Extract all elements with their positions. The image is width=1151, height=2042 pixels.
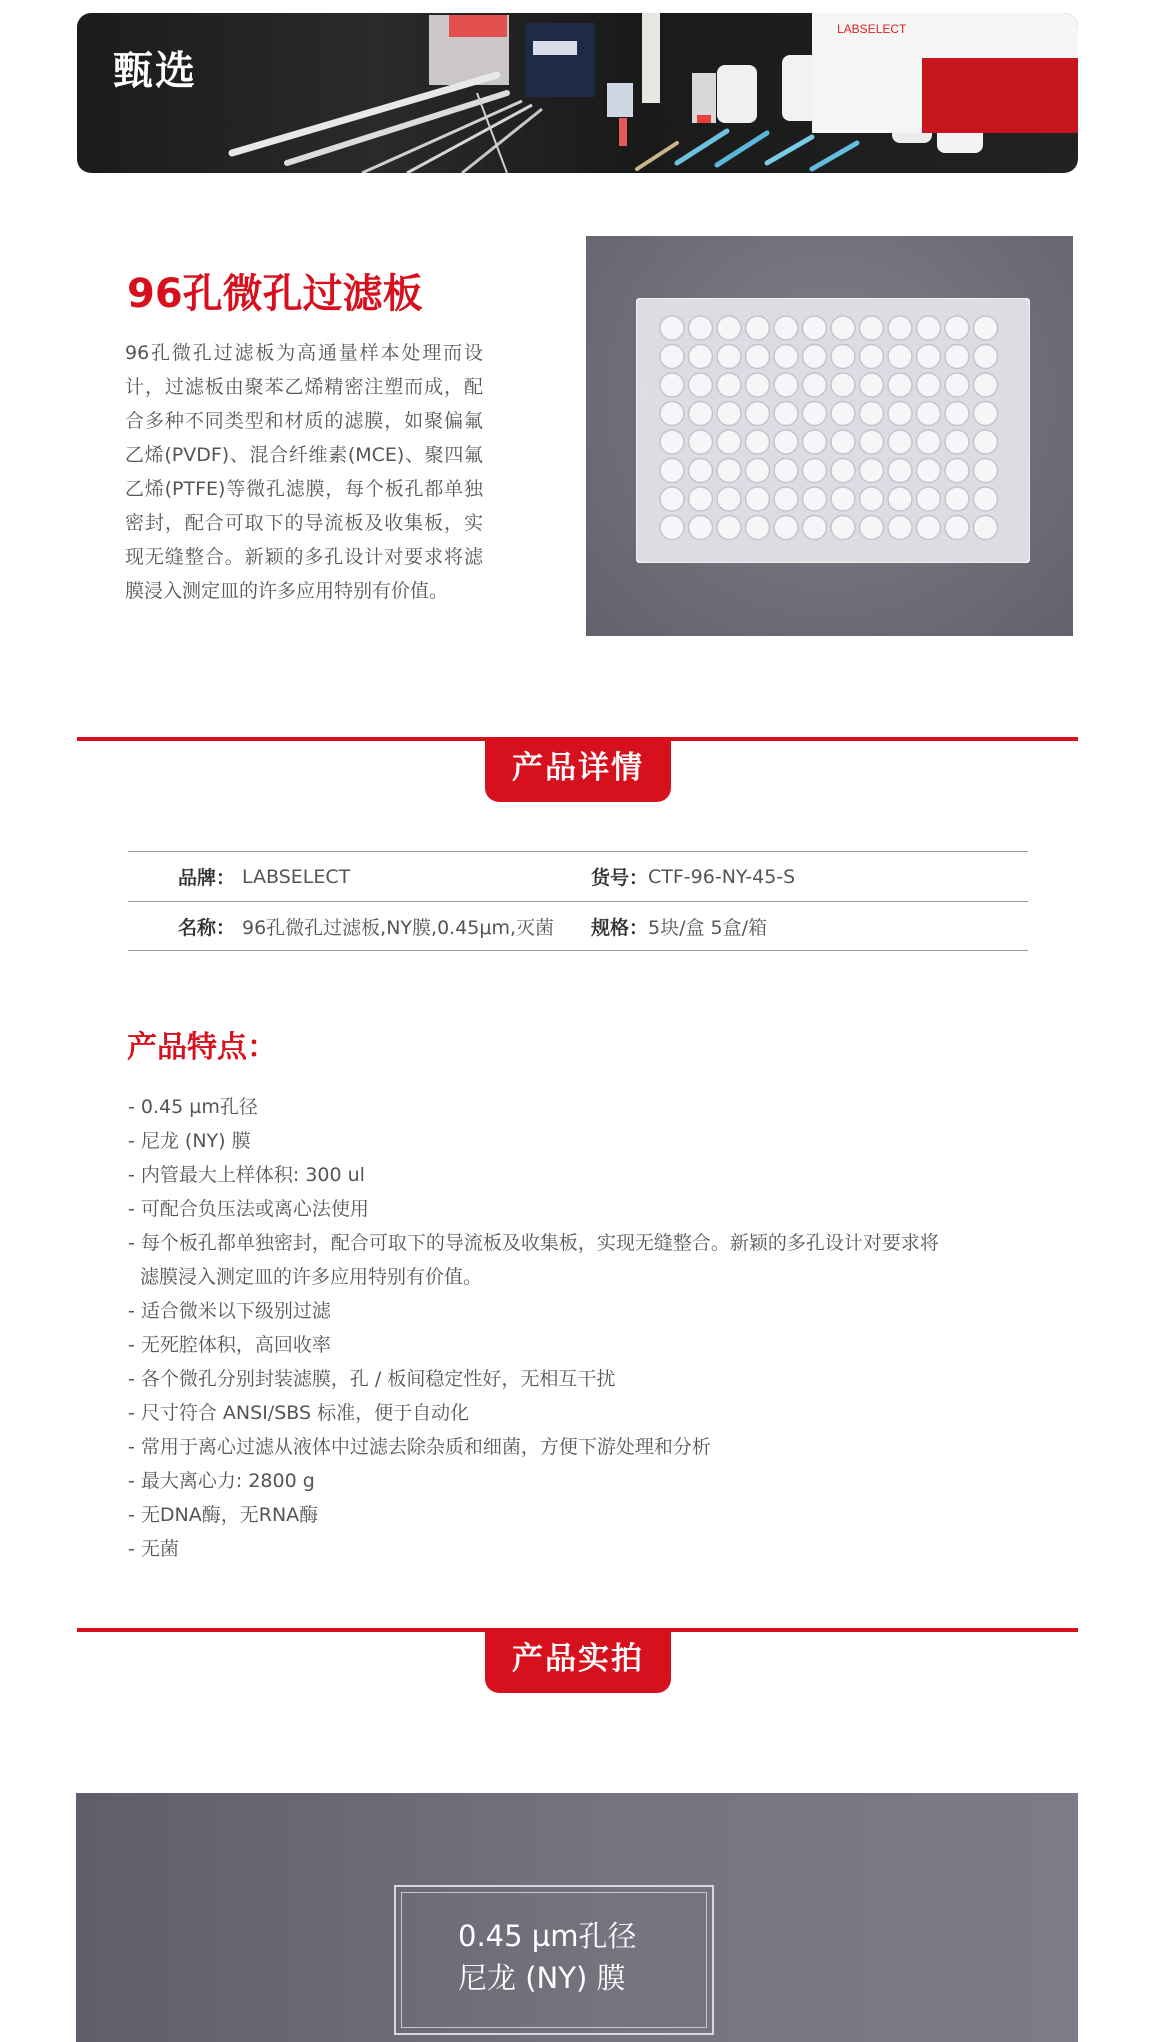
product-title: 96孔微孔过滤板	[127, 271, 423, 317]
plate-well	[774, 345, 798, 369]
plate-well	[888, 487, 912, 511]
brand-logo-text: 甄选	[113, 48, 197, 94]
plate-well	[774, 402, 798, 426]
plate-well	[917, 459, 941, 483]
plate-well	[860, 373, 884, 397]
plate-well	[917, 487, 941, 511]
plate-well	[945, 516, 969, 540]
plate-well	[746, 345, 770, 369]
plate-well	[717, 316, 741, 340]
plate-well	[945, 430, 969, 454]
plate-well	[945, 345, 969, 369]
plate-well	[888, 345, 912, 369]
plate-well	[689, 459, 713, 483]
plate-well	[974, 430, 998, 454]
caption-line-pore-size: 0.45 µm孔径	[458, 1919, 637, 1953]
plate-well	[860, 402, 884, 426]
spec-value: 5块/盒 5盒/箱	[648, 916, 768, 939]
feature-item: - 最大离心力: 2800 g	[128, 1470, 315, 1492]
filter-plate-image	[636, 298, 1030, 563]
plate-well	[660, 316, 684, 340]
plate-well	[831, 487, 855, 511]
plate-well	[689, 345, 713, 369]
plate-well	[860, 430, 884, 454]
sku-value: CTF-96-NY-45-S	[648, 865, 796, 888]
plate-well	[888, 316, 912, 340]
plate-well	[746, 487, 770, 511]
feature-item: - 无菌	[128, 1538, 179, 1560]
plate-well	[974, 402, 998, 426]
plate-well	[746, 516, 770, 540]
plate-well	[774, 459, 798, 483]
plate-well	[803, 345, 827, 369]
plate-well	[660, 402, 684, 426]
plate-well	[888, 459, 912, 483]
plate-well	[717, 345, 741, 369]
plate-well	[860, 345, 884, 369]
caption-frame	[394, 1885, 714, 2035]
plate-well	[917, 430, 941, 454]
product-photo	[586, 236, 1073, 636]
plate-well	[774, 516, 798, 540]
plate-well	[660, 345, 684, 369]
table-row	[128, 901, 1028, 951]
feature-item: - 内管最大上样体积: 300 ul	[128, 1164, 365, 1186]
plate-well	[831, 402, 855, 426]
plate-well	[774, 430, 798, 454]
brand-label: 品牌：	[178, 867, 236, 889]
plate-well	[888, 373, 912, 397]
section-title-photos: 产品实拍	[485, 1629, 671, 1693]
plate-well	[945, 459, 969, 483]
plate-well	[831, 316, 855, 340]
plate-well	[831, 459, 855, 483]
name-value: 96孔微孔过滤板,NY膜,0.45μm,灭菌	[242, 916, 555, 939]
plate-well	[746, 373, 770, 397]
plate-well	[689, 373, 713, 397]
name-label: 名称：	[178, 916, 236, 939]
plate-well	[803, 316, 827, 340]
plate-well	[689, 516, 713, 540]
feature-item: - 每个板孔都单独密封，配合可取下的导流板及收集板，实现无缝整合。新颖的多孔设计对要求将滤膜浸入测定皿的许多应用特别有价值。	[128, 1232, 939, 1288]
plate-well	[689, 402, 713, 426]
plate-well	[746, 430, 770, 454]
plate-well	[831, 430, 855, 454]
plate-well	[917, 373, 941, 397]
plate-well	[974, 459, 998, 483]
plate-well	[917, 345, 941, 369]
plate-well	[660, 373, 684, 397]
plate-well	[774, 487, 798, 511]
plate-well	[974, 487, 998, 511]
feature-item: - 尼龙 (NY) 膜	[128, 1130, 251, 1152]
plate-well	[831, 516, 855, 540]
plate-well	[803, 516, 827, 540]
plate-well	[660, 487, 684, 511]
plate-well	[888, 402, 912, 426]
plate-well	[689, 487, 713, 511]
plate-well	[717, 459, 741, 483]
top-banner	[77, 13, 1078, 173]
plate-well	[860, 316, 884, 340]
plate-well	[974, 373, 998, 397]
feature-item: - 0.45 µm孔径	[128, 1096, 258, 1118]
feature-item: - 常用于离心过滤从液体中过滤去除杂质和细菌，方便下游处理和分析	[128, 1436, 711, 1458]
plate-well	[660, 459, 684, 483]
feature-item: - 各个微孔分别封装滤膜，孔 / 板间稳定性好，无相互干扰	[128, 1368, 616, 1390]
sku-label: 货号：	[590, 867, 648, 889]
plate-well	[803, 402, 827, 426]
plate-well	[803, 373, 827, 397]
plate-well	[717, 402, 741, 426]
plate-well	[888, 430, 912, 454]
caption-line-membrane: 尼龙 (NY) 膜	[458, 1961, 626, 1995]
features-list	[128, 1090, 948, 1566]
brand-value: LABSELECT	[242, 865, 351, 888]
plate-well	[746, 316, 770, 340]
features-title: 产品特点：	[127, 1030, 277, 1065]
plate-well	[917, 516, 941, 540]
plate-well	[831, 373, 855, 397]
feature-item: - 适合微米以下级别过滤	[128, 1300, 331, 1322]
plate-well	[803, 487, 827, 511]
plate-well	[746, 402, 770, 426]
plate-well	[888, 516, 912, 540]
feature-item: - 尺寸符合 ANSI/SBS 标准，便于自动化	[128, 1402, 470, 1424]
plate-well	[945, 402, 969, 426]
plate-well	[974, 345, 998, 369]
plate-well	[803, 459, 827, 483]
product-description: 96孔微孔过滤板为高通量样本处理而设计，过滤板由聚苯乙烯精密注塑而成，配合多种不同类型和材质的滤膜，如聚偏氟乙烯(PVDF)、混合纤维素(MCE)、聚四氟乙烯(PTFE)等微孔滤膜，每个板孔都单独密封，配合可取下的导流板及收集板，实现无缝整合。新颖的多孔设计对要求将滤膜浸入测定皿的许多应用特别有价值。	[125, 342, 483, 602]
plate-well	[945, 373, 969, 397]
plate-well	[717, 430, 741, 454]
plate-well	[774, 373, 798, 397]
plate-well	[660, 430, 684, 454]
plate-well	[803, 430, 827, 454]
plate-well	[860, 487, 884, 511]
plate-well	[860, 459, 884, 483]
plate-well	[689, 430, 713, 454]
product-details-table	[128, 851, 1028, 951]
plate-well	[917, 402, 941, 426]
plate-well	[860, 516, 884, 540]
plate-well	[774, 316, 798, 340]
plate-well	[717, 516, 741, 540]
lab-products-banner-image	[77, 13, 1078, 173]
plate-well	[974, 316, 998, 340]
feature-item: - 可配合负压法或离心法使用	[128, 1198, 369, 1220]
product-real-photo	[76, 1793, 1078, 2042]
spec-label: 规格：	[590, 916, 648, 939]
feature-item: - 无DNA酶，无RNA酶	[128, 1504, 319, 1526]
table-row	[128, 851, 1028, 901]
plate-well	[717, 373, 741, 397]
plate-well	[717, 487, 741, 511]
feature-item: - 无死腔体积，高回收率	[128, 1334, 331, 1356]
plate-well	[831, 345, 855, 369]
plate-well	[660, 516, 684, 540]
svg-text:LABSELECT: LABSELECT	[837, 22, 907, 36]
plate-well	[917, 316, 941, 340]
plate-well	[945, 316, 969, 340]
plate-well	[746, 459, 770, 483]
plate-well	[945, 487, 969, 511]
plate-well	[689, 316, 713, 340]
section-title-details: 产品详情	[485, 738, 671, 802]
plate-well	[974, 516, 998, 540]
